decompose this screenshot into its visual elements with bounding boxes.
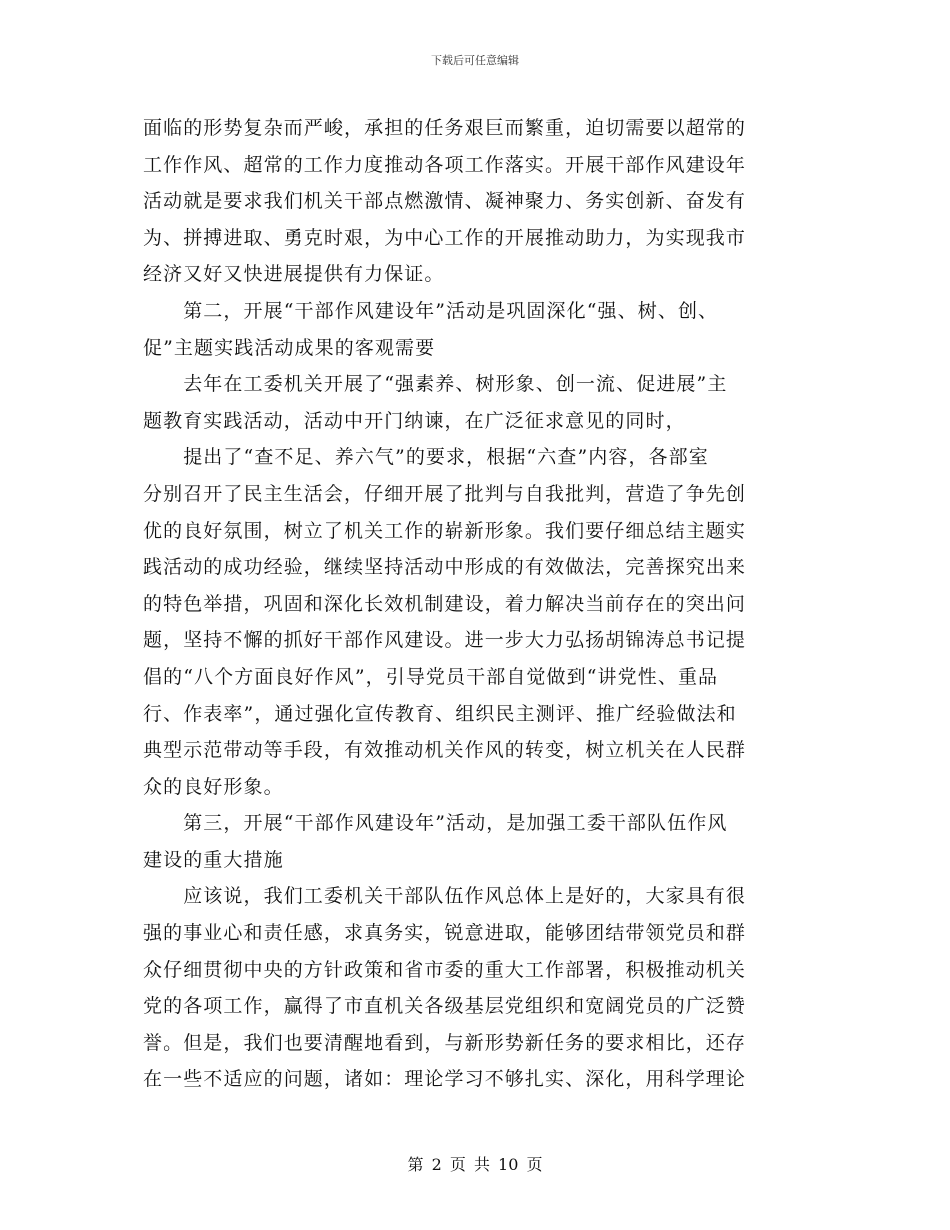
- body-line: 践活动的成功经验，继续坚持活动中形成的有效做法，完善探究出来: [143, 556, 747, 579]
- body-line: 提出了“查不足、养六气”的要求，根据“六查”内容，各部室: [143, 446, 709, 469]
- body-line: 题，坚持不懈的抓好干部作风建设。进一步大力弘扬胡锦涛总书记提: [143, 629, 747, 652]
- section-heading-line: 第三，开展“干部作风建设年”活动，是加强工委干部队伍作风: [143, 812, 728, 835]
- body-line: 工作作风、超常的工作力度推动各项工作落实。开展干部作风建设年: [143, 153, 747, 176]
- body-line: 典型示范带动等手段，有效推动机关作风的转变，树立机关在人民群: [143, 739, 747, 762]
- document-body: [143, 110, 798, 1098]
- body-line: 为、拼搏进取、勇克时艰，为中心工作的开展推动助力，为实现我市: [143, 226, 747, 249]
- body-line: 优的良好氛围，树立了机关工作的崭新形象。我们要仔细总结主题实: [143, 519, 747, 542]
- body-line: 誉。但是，我们也要清醒地看到，与新形势新任务的要求相比，还存: [143, 1031, 747, 1054]
- body-line: 众仔细贯彻中央的方针政策和省市委的重大工作部署，积极推动机关: [143, 958, 747, 981]
- body-line: 经济又好又快进展提供有力保证。: [143, 263, 445, 286]
- section-heading-line: 第二，开展“干部作风建设年”活动是巩固深化“强、树、创、: [143, 299, 719, 322]
- body-line: 党的各项工作，赢得了市直机关各级基层党组织和宽阔党员的广泛赞: [143, 995, 747, 1018]
- page-header: 下载后可任意编辑: [431, 54, 519, 67]
- body-line: 的特色举措，巩固和深化长效机制建设，着力解决当前存在的突出问: [143, 592, 747, 615]
- body-line: 题教育实践活动，活动中开门纳谏，在广泛征求意见的同时，: [143, 409, 686, 432]
- body-line: 面临的形势复杂而严峻，承担的任务艰巨而繁重，迫切需要以超常的: [143, 117, 747, 139]
- body-line: 在一些不适应的问题，诸如：理论学习不够扎实、深化，用科学理论: [143, 1068, 747, 1091]
- body-line: 强的事业心和责任感，求真务实，锐意进取，能够团结带领党员和群: [143, 922, 747, 945]
- section-heading-line: 建设的重大措施: [143, 848, 284, 871]
- page-number-footer: 第 2 页 共 10 页: [407, 1155, 543, 1174]
- body-line: 行、作表率”，通过强化宣传教育、组织民主测评、推广经验做法和: [143, 702, 737, 725]
- body-line: 去年在工委机关开展了“强素养、树形象、创一流、促进展”主: [143, 373, 728, 396]
- body-line: 众的良好形象。: [143, 775, 284, 798]
- body-line: 分别召开了民主生活会，仔细开展了批判与自我批判，营造了争先创: [143, 482, 747, 505]
- body-line: 应该说，我们工委机关干部队伍作风总体上是好的，大家具有很: [143, 885, 747, 908]
- body-line: 活动就是要求我们机关干部点燃激情、凝神聚力、务实创新、奋发有: [143, 190, 747, 213]
- body-line: 倡的“八个方面良好作风”，引导党员干部自觉做到“讲党性、重品: [143, 665, 719, 688]
- section-heading-line: 促”主题实践活动成果的客观需要: [143, 336, 436, 359]
